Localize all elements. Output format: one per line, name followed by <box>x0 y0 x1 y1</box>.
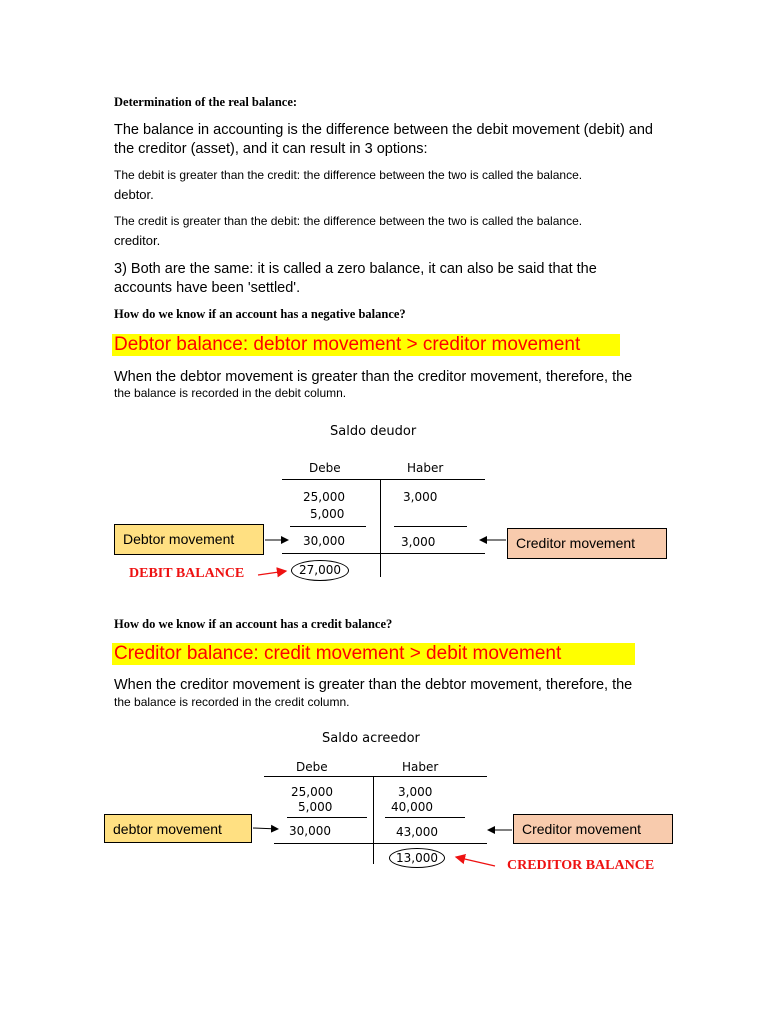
credit-total: 43,000 <box>396 825 438 839</box>
credit-total: 3,000 <box>401 535 436 549</box>
debit-entry: 5,000 <box>310 507 345 521</box>
creditor-balance-label: CREDITOR BALANCE <box>507 858 655 873</box>
option2-line2: creditor. <box>114 233 161 248</box>
debit-total: 30,000 <box>289 824 331 838</box>
credit-balance-oval: 13,000 <box>389 848 445 868</box>
debit-entry: 5,000 <box>298 800 333 814</box>
credit-entry: 40,000 <box>391 800 433 814</box>
heading: Determination of the real balance: <box>114 95 298 109</box>
creditor-movement-box: Creditor movement <box>513 814 673 844</box>
section2-question: How do we know if an account has a credit balance? <box>114 617 393 631</box>
section1-explain-line2: the balance is recorded in the debit column. <box>114 386 347 400</box>
haber-header: Haber <box>407 461 444 475</box>
credit-entry: 3,000 <box>403 490 438 504</box>
t-account-title: Saldo acreedor <box>322 731 420 746</box>
debit-balance-oval: 27,000 <box>291 560 349 581</box>
intro-paragraph: The balance in accounting is the difference between the debit movement (debit) and the creditor (asset), and it can result in 3 options: <box>114 122 653 157</box>
section1-question: How do we know if an account has a negative balance? <box>114 307 406 321</box>
option2-line1: The credit is greater than the debit: the difference between the two is called the balance. <box>114 214 583 228</box>
debit-balance-label: DEBIT BALANCE <box>129 566 245 581</box>
section2-highlight: Creditor balance: credit movement > debit movement <box>112 643 635 665</box>
arrow-to-debit-total <box>253 828 278 829</box>
debtor-movement-box: debtor movement <box>104 814 252 843</box>
section1-explain-line1: When the debtor movement is greater than the creditor movement, therefore, the <box>114 369 633 385</box>
section2-explain-line1: When the creditor movement is greater than the debtor movement, therefore, the <box>114 677 633 693</box>
section2-explain-line2: the balance is recorded in the credit column. <box>114 695 350 709</box>
section1-highlight: Debtor balance: debtor movement > creditor movement <box>112 334 620 356</box>
arrow-to-credit-balance <box>456 857 495 866</box>
debtor-movement-box: Debtor movement <box>114 524 264 555</box>
debit-entry: 25,000 <box>291 785 333 799</box>
credit-entry: 3,000 <box>398 785 433 799</box>
debit-total: 30,000 <box>303 534 345 548</box>
t-account-title: Saldo deudor <box>330 424 417 439</box>
debit-entry: 25,000 <box>303 490 345 504</box>
haber-header: Haber <box>402 760 439 774</box>
option1-line1: The debit is greater than the credit: the difference between the two is called the balance. <box>114 168 583 182</box>
option3-paragraph: 3) Both are the same: it is called a zero balance, it can also be said that the accounts have been 'settled'. <box>114 261 597 296</box>
creditor-movement-box: Creditor movement <box>507 528 667 559</box>
debe-header: Debe <box>296 760 328 774</box>
debe-header: Debe <box>309 461 341 475</box>
option1-line2: debtor. <box>114 187 154 202</box>
